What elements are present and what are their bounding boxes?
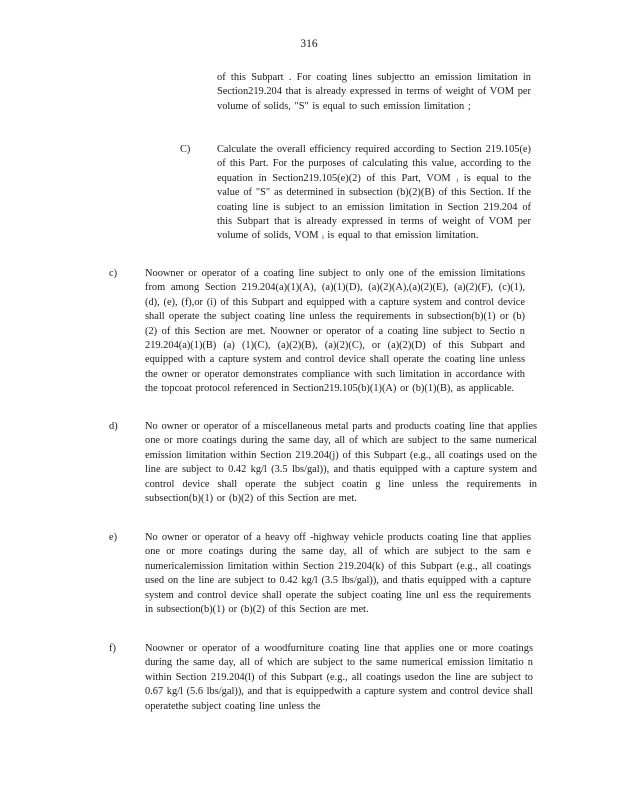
item-text-f: Noowner or operator of a woodfurniture coating line that applies one or more coatings during the same day, all of which are subject to the same numerical emission limitatio n within Section 219.204(l) of this Subpart (e.g., all coatings usedon the line are subject to 0.67 kg/l (5.6 lbs/gal)), and that is equippedwith a capture system and control device shall operatethe subject coating line unless the <box>145 643 533 712</box>
item-label-f: f) <box>109 643 116 654</box>
item-label-C: C) <box>180 144 191 155</box>
item-label-d: d) <box>109 421 118 432</box>
item-text-e: No owner or operator of a heavy off -highway vehicle products coating line that applies one or more coatings during the same day, all of which are subject to the sam e numericalemission limitation within Section 219.204(k) of this Subpart (e.g., all coatings used on the line are subject to 0.42 kg/l (3.5 lbs/gal)), and thatis equipped with a capture system and control device shall operate the subject coating line unl ess the requirements in subsection(b)(1) or (b)(2) of this Section are met. <box>145 532 531 616</box>
continued-paragraph: of this Subpart . For coating lines subjectto an emission limitation in Section219.204 that is already expressed in terms of weight of VOM per volume of solids, "S" is equal to such emission limitation ; <box>217 72 531 112</box>
page-number: 316 <box>300 38 318 50</box>
item-text-C: Calculate the overall efficiency required according to Section 219.105(e) of this Part. For the purposes of calculating this value, according to the equation in Section219.105(e)(2) of this Part, VOM ᵢ is equal to the value of "S" as determined in subsection (b)(2)(B) of this Section. If the coating line is subject to an emission limitation in Section 219.204 of this Subpart that is already expressed in terms of weight of VOM per volume of solids, VOM ᵢ is equal to that emission limitation. <box>217 144 531 242</box>
item-label-c: c) <box>109 268 118 279</box>
item-label-e: e) <box>109 532 118 543</box>
item-text-d: No owner or operator of a miscellaneous metal parts and products coating line that applies one or more coatings during the same day, all of which are subject to the same numerical emission limitation within Section 219.204(j) of this Subpart (e.g., all coatings used on the line are subject to 0.42 kg/l (3.5 lbs/gal)), and thatis equipped with a capture system and control device shall operate the subject coatin g line unless the requirements in subsection(b)(1) or (b)(2) of this Section are met. <box>145 421 537 505</box>
item-text-c: Noowner or operator of a coating line subject to only one of the emission limitations from among Section 219.204(a)(1)(A), (a)(1)(D), (a)(2)(A),(a)(2)(E), (a)(2)(F), (c)(1), (d), (e), (f),or (i) of this Subpart and equipped with a capture system and control device shall operate the subject coating line unless the requirements in subsection(b)(1) or (b)(2) of this Section are met. Noowner or operator of a coating line subject to Sectio n 219.204(a)(1)(B) (a) (1)(C), (a)(2)(B), (a)(2)(C), or (a)(2)(D) of this Subpart and equipped with a capture system and control device shall operate the coating line unless the owner or operator demonstrates compliance with such limitation in accordance with the topcoat protocol referenced in Section219.105(b)(1)(A) or (b)(1)(B), as applicable. <box>145 268 525 395</box>
